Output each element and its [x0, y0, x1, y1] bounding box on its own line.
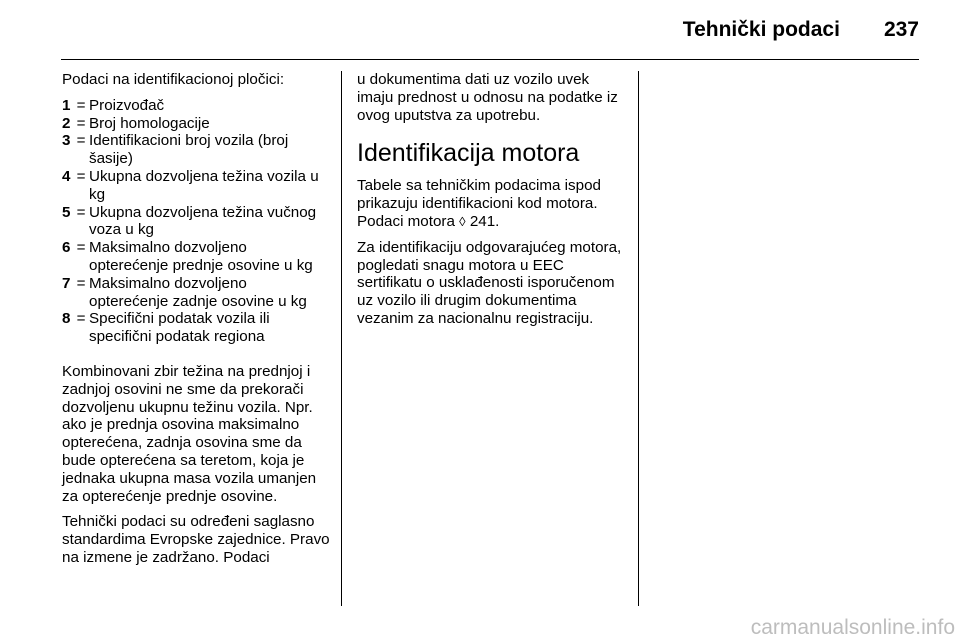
- item-text: Specifični podatak vozila ili specifični podatak regiona: [89, 310, 270, 346]
- item-text: Identifikacioni broj vozila (broj šasije): [89, 132, 289, 168]
- right-column: [357, 71, 625, 336]
- item-text: Ukupna dozvoljena težina vozila u kg: [89, 167, 319, 203]
- item-number: 8: [62, 310, 71, 328]
- list-item: 8 = Specifični podatak vozila ili specifični podatak regiona: [62, 310, 330, 346]
- list-item: 2 = Broj homologacije: [62, 115, 330, 133]
- list-item: 4 = Ukupna dozvoljena težina vozila u kg: [62, 168, 330, 204]
- list-item: 5 = Ukupna dozvoljena težina vučnog voza u kg: [62, 204, 330, 240]
- item-number: 1: [62, 96, 71, 114]
- item-number: 4: [62, 167, 71, 185]
- list-item: 7 = Maksimalno dozvoljeno opterećenje zadnje osovine u kg: [62, 275, 330, 311]
- page-reference[interactable]: 241.: [469, 212, 500, 230]
- continued-paragraph: u dokumentima dati uz vozilo uvek imaju prednost u odnosu na podatke iz ovog uputstva za upotrebu.: [357, 71, 618, 124]
- item-number: 7: [62, 274, 71, 292]
- list-item: 1 = Proizvođač: [62, 97, 330, 115]
- engine-identification-paragraph: Za identifikaciju odgovarajućeg motora, pogledati snagu motora u EEC sertifikatu o usklađenosti isporučenom uz vozilo ili drugim dokumentima vezanim za nacionalnu registraciju.: [357, 238, 622, 327]
- page-title: Tehnički podaci: [682, 18, 840, 41]
- item-text: Broj homologacije: [89, 114, 210, 132]
- item-text: Maksimalno dozvoljeno opterećenje zadnje osovine u kg: [89, 274, 307, 310]
- page-reference-icon: ◊: [459, 213, 466, 229]
- item-number: 5: [62, 203, 71, 221]
- item-text: Ukupna dozvoljena težina vučnog voza u kg: [89, 203, 317, 239]
- list-item: 6 = Maksimalno dozvoljeno opterećenje prednje osovine u kg: [62, 239, 330, 275]
- page-header: [683, 18, 919, 42]
- item-number: 6: [62, 239, 71, 257]
- item-number: 2: [62, 114, 71, 132]
- watermark: carmanualsonline.info: [750, 616, 955, 639]
- section-heading: Identifikacija motora: [357, 139, 580, 168]
- page-number: 237: [883, 18, 919, 41]
- column-divider: [341, 71, 342, 606]
- item-text: Proizvođač: [89, 96, 165, 114]
- engine-code-paragraph: Tabele sa tehničkim podacima ispod prikazuju identifikacioni kod motora. Podaci motora ◊ 241.: [357, 177, 601, 230]
- list-item: 3 = Identifikacioni broj vozila (broj šasije): [62, 132, 330, 168]
- header-rule: [61, 59, 919, 60]
- column-divider: [638, 71, 639, 606]
- item-text: Maksimalno dozvoljeno opterećenje prednje osovine u kg: [89, 239, 313, 274]
- left-column: [62, 71, 330, 575]
- axle-weight-paragraph: Kombinovani zbir težina na prednjoj i zadnjoj osovini ne sme da prekorači dozvoljenu ukupnu težinu vozila. Npr. ako je prednja osovina maksimalno opterećena, zadnja osovina sme da bude opterećena sa teretom, koja je jednaka ukupna masa vozila umanjen za opterećenje prednje osovine.: [62, 362, 317, 505]
- item-number: 3: [62, 132, 71, 150]
- intro-text: Podaci na identifikacionoj pločici:: [62, 71, 285, 88]
- plate-list: [62, 97, 330, 346]
- standards-paragraph: Tehnički podaci su određeni saglasno standardima Evropske zajednice. Pravo na izmene je zadržano. Podaci: [62, 513, 330, 566]
